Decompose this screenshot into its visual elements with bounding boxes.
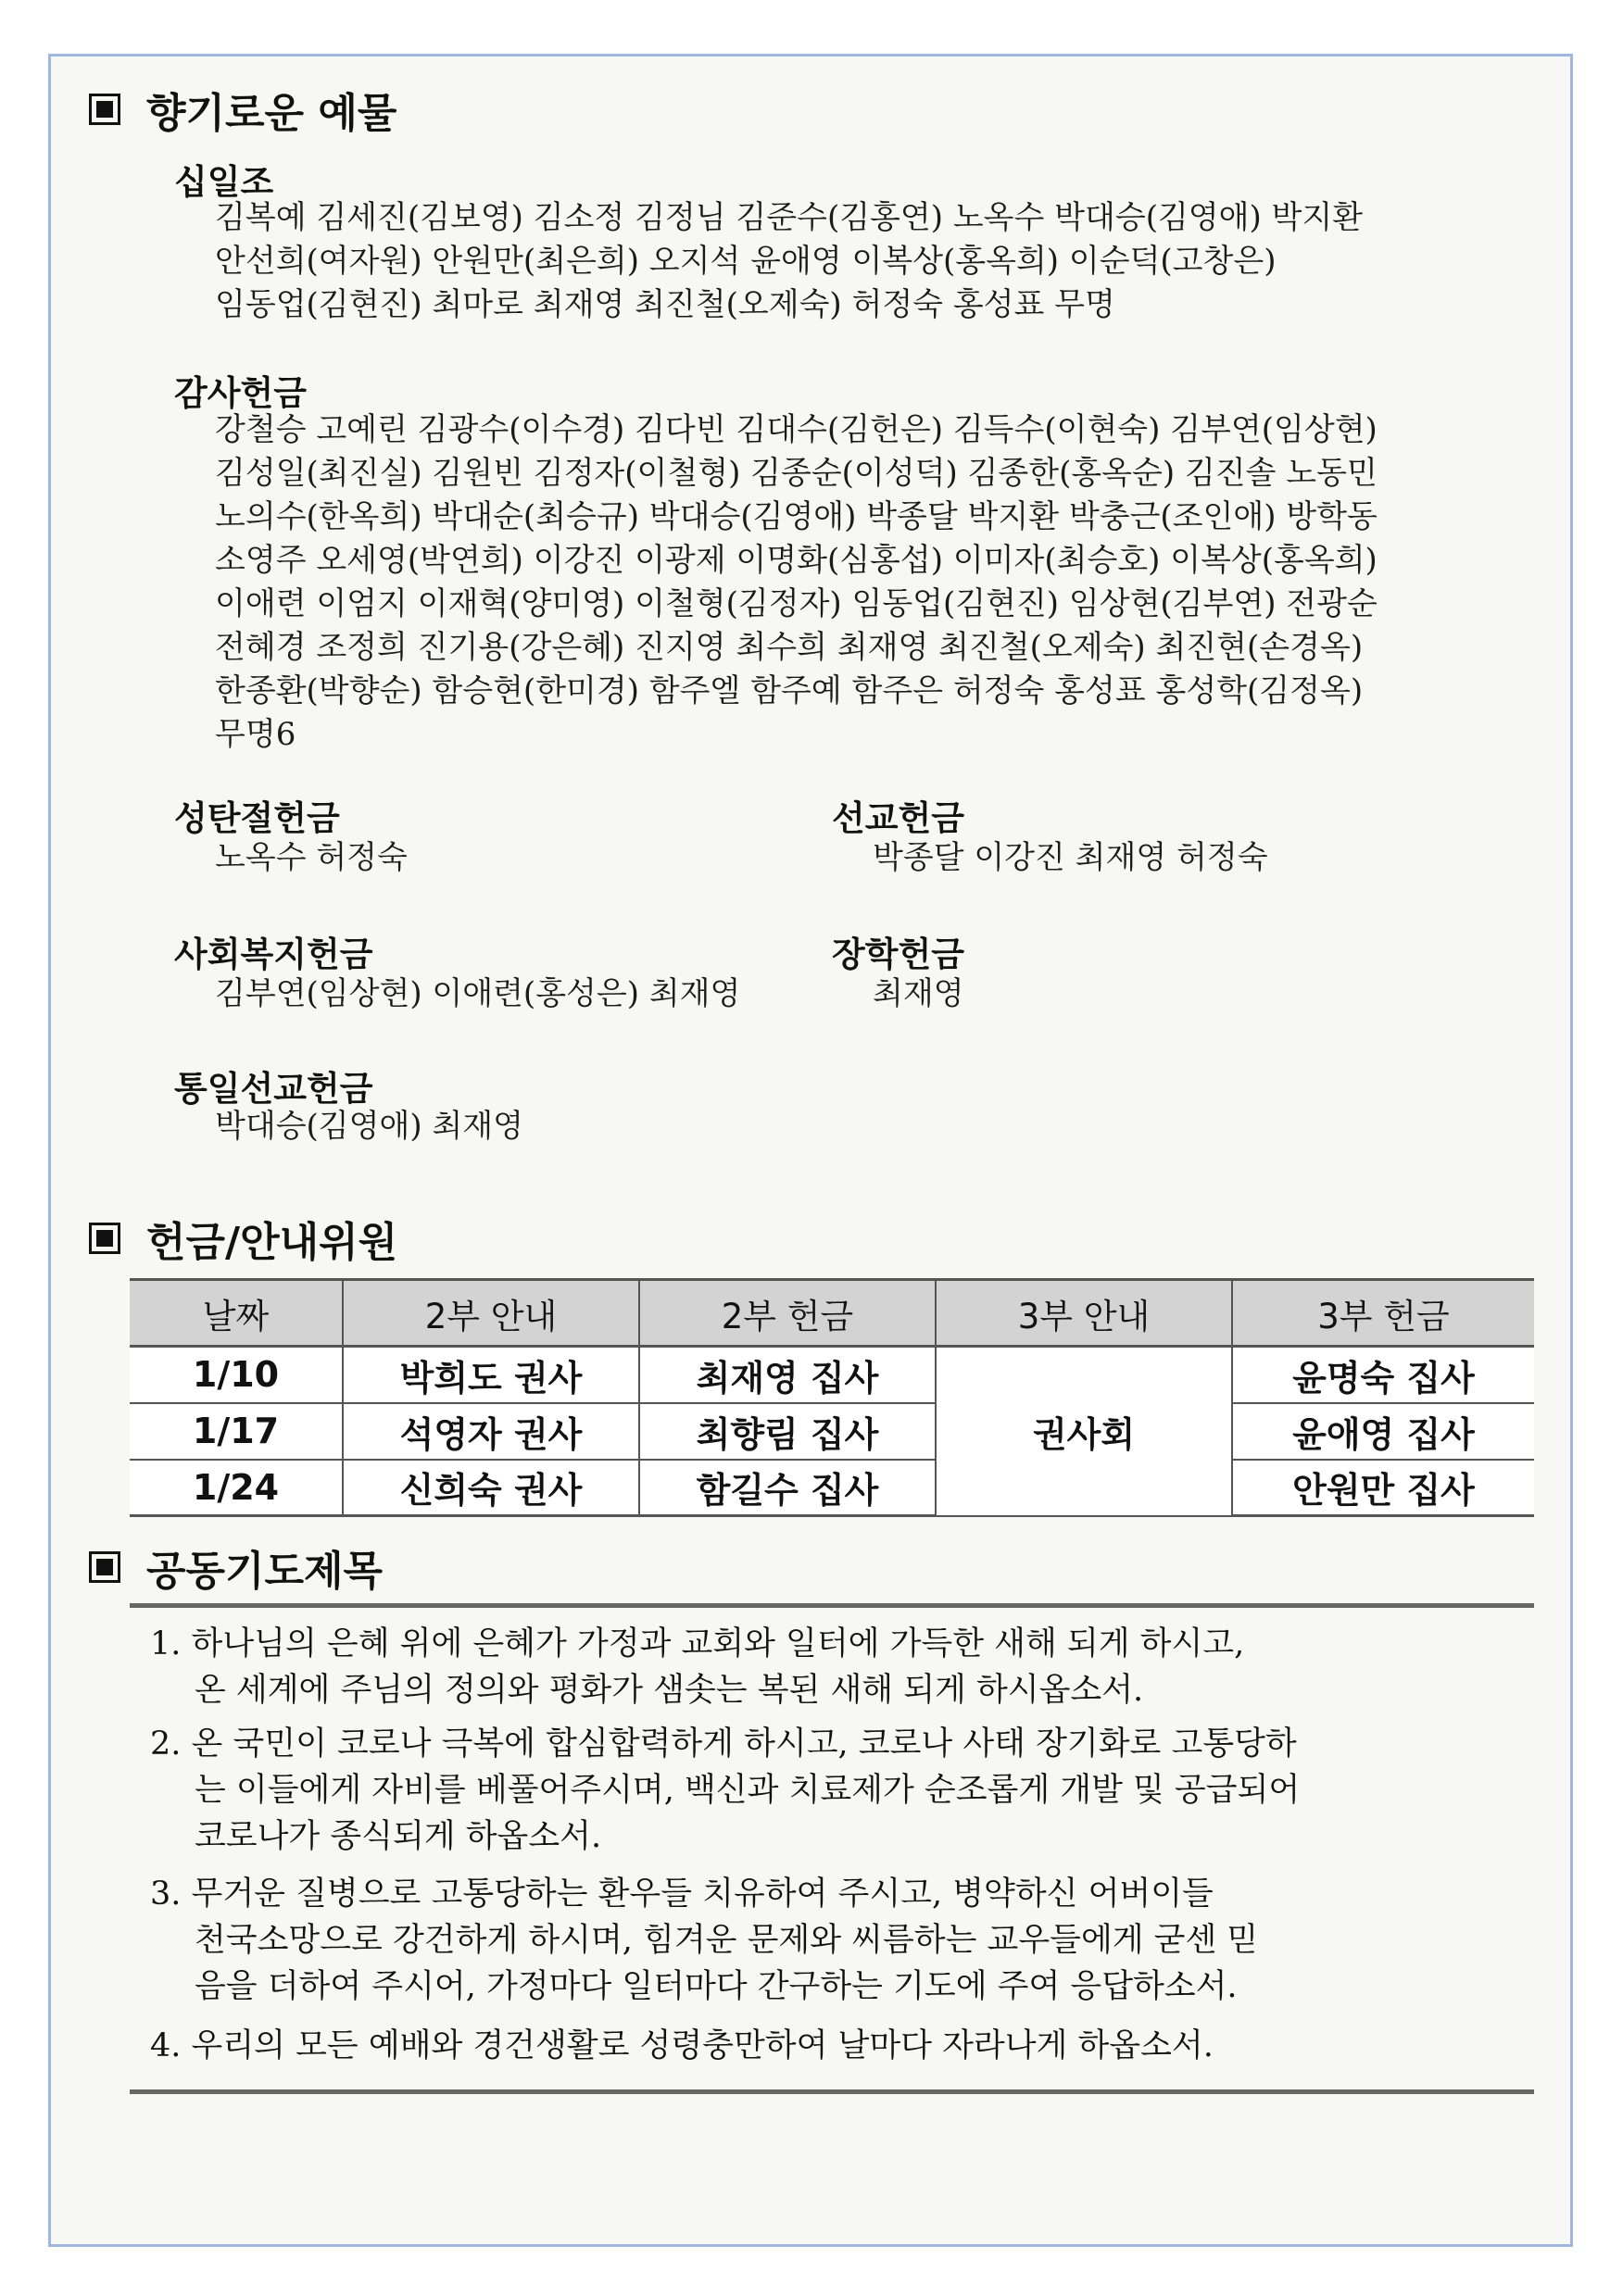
square-bullet-icon [89, 94, 120, 125]
christmas-offering-names: 노옥수 허정숙 [215, 839, 408, 876]
prayer-box [130, 1603, 1534, 2094]
prayer-item-2 [150, 1721, 1300, 1860]
cell-date: 1/10 [130, 1347, 343, 1403]
thanks-line: 무명6 [215, 716, 296, 753]
prayer-item-4 [150, 2023, 1214, 2069]
prayer-line: 2. 온 국민이 코로나 극복에 합심합력하게 하시고, 코로나 사태 장기화로 고통당하 [150, 1725, 1297, 1763]
prayer-line: 천국소망으로 강건하게 하시며, 힘겨운 문제와 씨름하는 교우들에게 굳센 믿 [195, 1922, 1259, 1959]
christmas-offering-title: 성탄절헌금 [174, 798, 340, 838]
tithe-line: 안선희(여자원) 안원만(최은희) 오지석 윤애영 이복상(홍옥희) 이순덕(고창은) [215, 243, 1277, 280]
tithe-names [215, 196, 1363, 327]
thanks-title: 감사헌금 [174, 373, 307, 413]
cell-date: 1/17 [130, 1403, 343, 1460]
tithe-line: 김복예 김세진(김보영) 김소정 김정님 김준수(김홍연) 노옥수 박대승(김영애) 박지환 [215, 199, 1364, 236]
cell-date: 1/24 [130, 1460, 343, 1516]
cell-2nd-offering: 최재영 집사 [639, 1347, 936, 1403]
duty-section-title [89, 1209, 397, 1268]
prayer-item-3 [150, 1871, 1258, 2010]
square-bullet-icon [89, 1551, 120, 1583]
cell-3rd-offering: 안원만 집사 [1232, 1460, 1534, 1516]
tithe-line: 임동업(김현진) 최마로 최재영 최진철(오제숙) 허정숙 홍성표 무명 [215, 286, 1115, 323]
thanks-line: 전혜경 조정희 진기용(강은혜) 진지영 최수희 최재영 최진철(오제숙) 최진현(손경옥) [215, 629, 1364, 666]
header-3rd-guide: 3부 안내 [936, 1280, 1232, 1347]
cell-2nd-guide: 석영자 권사 [343, 1403, 639, 1460]
mission-offering-title: 선교헌금 [832, 798, 964, 838]
prayer-line: 3. 무거운 질병으로 고통당하는 환우들 치유하여 주시고, 병약하신 어버이들 [150, 1876, 1214, 1913]
scholarship-offering-title: 장학헌금 [832, 935, 964, 974]
thanks-names [215, 408, 1378, 757]
prayer-item-1 [150, 1621, 1244, 1713]
table-row [130, 1403, 1534, 1460]
welfare-offering-title: 사회복지헌금 [174, 935, 373, 974]
thanks-line: 이애련 이엄지 이재혁(양미영) 이철형(김정자) 임동업(김현진) 임상현(김부연) 전광순 [215, 585, 1378, 622]
duty-title-text: 헌금/안내위원 [146, 1219, 398, 1266]
prayer-line: 1. 하나님의 은혜 위에 은혜가 가정과 교회와 일터에 가득한 새해 되게 하시고, [150, 1625, 1245, 1662]
tithe-title: 십일조 [174, 162, 274, 202]
table-row [130, 1460, 1534, 1516]
offering-section-title [89, 80, 396, 139]
prayer-line: 온 세계에 주님의 정의와 평화가 샘솟는 복된 새해 되게 하시옵소서. [195, 1672, 1144, 1709]
prayer-line: 4. 우리의 모든 예배와 경건생활로 성령충만하여 날마다 자라나게 하옵소서. [150, 2027, 1214, 2064]
prayer-line: 음을 더하여 주시어, 가정마다 일터마다 간구하는 기도에 주여 응답하소서. [195, 1968, 1238, 2005]
square-bullet-icon [89, 1223, 120, 1254]
offering-title-text: 향기로운 예물 [146, 90, 397, 137]
unification-offering-title: 통일선교헌금 [174, 1069, 373, 1109]
cell-2nd-offering: 함길수 집사 [639, 1460, 936, 1516]
prayer-line: 는 이들에게 자비를 베풀어주시며, 백신과 치료제가 순조롭게 개발 및 공급되어 [195, 1772, 1301, 1809]
prayer-line: 코로나가 종식되게 하옵소서. [195, 1818, 602, 1855]
unification-offering-names: 박대승(김영애) 최재영 [215, 1108, 523, 1145]
thanks-line: 노의수(한옥희) 박대순(최승규) 박대승(김영애) 박종달 박지환 박충근(조인애) 방학동 [215, 498, 1378, 535]
thanks-line: 소영주 오세영(박연희) 이강진 이광제 이명화(심홍섭) 이미자(최승호) 이복상(홍옥희) [215, 542, 1378, 579]
table-row [130, 1347, 1534, 1403]
thanks-line: 강철승 고예린 김광수(이수경) 김다빈 김대수(김헌은) 김득수(이현숙) 김부연(임상현) [215, 411, 1378, 448]
table-header-row [130, 1280, 1534, 1347]
cell-2nd-offering: 최향림 집사 [639, 1403, 936, 1460]
cell-2nd-guide: 신희숙 권사 [343, 1460, 639, 1516]
header-3rd-offering: 3부 헌금 [1232, 1280, 1534, 1347]
welfare-offering-names: 김부연(임상현) 이애련(홍성은) 최재영 [215, 975, 741, 1012]
thanks-line: 김성일(최진실) 김원빈 김정자(이철형) 김종순(이성덕) 김종한(홍옥순) 김진솔 노동민 [215, 455, 1378, 492]
mission-offering-names: 박종달 이강진 최재영 허정숙 [873, 839, 1268, 876]
header-2nd-guide: 2부 안내 [343, 1280, 639, 1347]
cell-2nd-guide: 박희도 권사 [343, 1347, 639, 1403]
header-date: 날짜 [130, 1280, 343, 1347]
header-2nd-offering: 2부 헌금 [639, 1280, 936, 1347]
cell-3rd-offering: 윤명숙 집사 [1232, 1347, 1534, 1403]
thanks-line: 한종환(박향순) 함승현(한미경) 함주엘 함주예 함주은 허정숙 홍성표 홍성학(김정옥) [215, 672, 1364, 709]
prayer-title-text: 공동기도제목 [146, 1548, 384, 1595]
cell-3rd-offering: 윤애영 집사 [1232, 1403, 1534, 1460]
scholarship-offering-names: 최재영 [873, 975, 964, 1012]
prayer-section-title [89, 1537, 383, 1597]
cell-3rd-guide-merged: 권사회 [936, 1347, 1232, 1516]
duty-table [130, 1278, 1534, 1517]
